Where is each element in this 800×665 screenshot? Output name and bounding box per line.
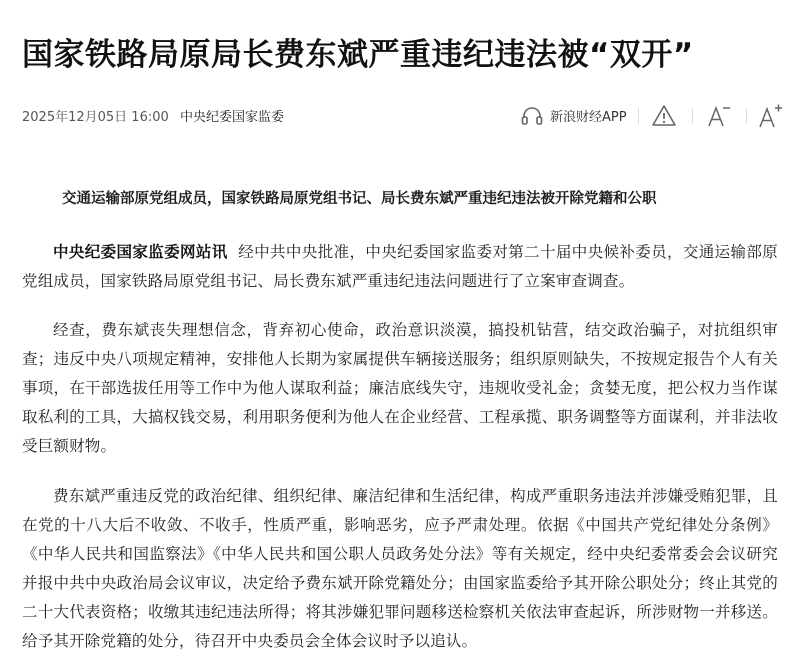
font-decrease-icon [706, 103, 732, 129]
toolbar-divider [638, 108, 639, 124]
paragraph-findings: 经查，费东斌丧失理想信念，背弃初心使命，政治意识淡漠，搞投机钻营，结交政治骗子，对抗组织审查；违反中央八项规定精神，安排他人长期为家属提供车辆接送服务；组织原则缺失，不按规定报告个人有关事项，在干部选拔任用等工作中为他人谋取利益；廉洁底线失守，违规收受礼金；贪婪无度，把公权力当作谋取私利的工具，大搞权钱交易，利用职务便利为他人在企业经营、工程承揽、职务调整等方面谋利，并非法收受巨额财物。 [22, 321, 778, 455]
article-source: 中央纪委国家监委 [180, 110, 285, 125]
headphones-icon [520, 104, 544, 128]
toolbar-divider [746, 108, 747, 124]
font-increase-button[interactable] [758, 103, 784, 129]
paragraph-decision: 费东斌严重违反党的政治纪律、组织纪律、廉洁纪律和生活纪律，构成严重职务违法并涉嫌受贿犯罪，且在党的十八大后不收敛、不收手，性质严重，影响恶劣，应予严肃处理。依据《中国共产党纪律处分条例》《中华人民共和国监察法》《中华人民共和国公职人员政务处分法》等有关规定，经中央纪委常委会会议研究并报中共中央政治局会议审议，决定给予费东斌开除党籍处分；由国家监委给予其开除公职处分；终止其党的二十大代表资格；收缴其违纪违法所得；将其涉嫌犯罪问题移送检察机关依法审查起诉，所涉财物一并移送。给予其开除党籍的处分，待召开中央委员会全体会议时予以追认。 [22, 487, 778, 650]
toolbar-divider [692, 108, 693, 124]
article-subheading: 交通运输部原党组成员，国家铁路局原党组书记、局长费东斌严重违纪违法被开除党籍和公职 [62, 191, 657, 207]
report-button[interactable] [651, 103, 677, 129]
app-label: 新浪财经APP [550, 110, 627, 125]
font-decrease-button[interactable] [706, 103, 732, 129]
dateline: 中央纪委国家监委网站讯 [53, 243, 228, 261]
article-title: 国家铁路局原局长费东斌严重违纪违法被“双开” [22, 36, 694, 73]
article-meta [22, 102, 782, 130]
paragraph-intro-text: 经中共中央批准，中央纪委国家监委对第二十届中央候补委员，交通运输部原党组成员，国家铁路局原党组书记、局长费东斌严重违纪违法问题进行了立案审查调查。 [22, 243, 778, 290]
warning-triangle-icon [651, 103, 677, 129]
paragraph-intro [22, 238, 778, 296]
font-increase-icon [758, 103, 784, 129]
publish-date: 2025年12月05日 16:00 [22, 110, 169, 125]
